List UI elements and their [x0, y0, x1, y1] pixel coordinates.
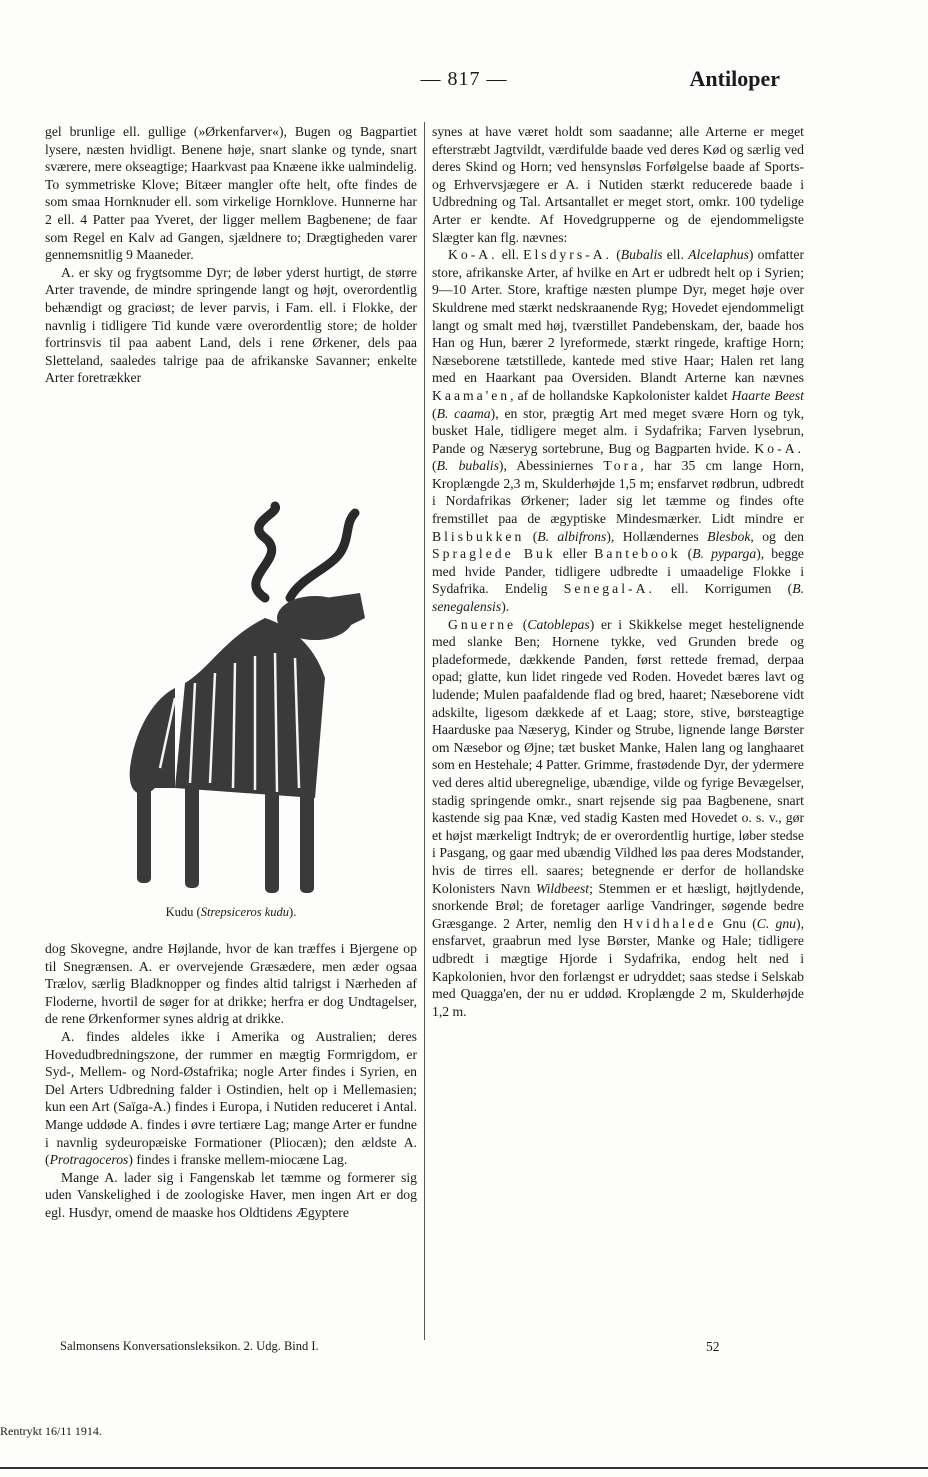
column-divider: [424, 122, 425, 1340]
paragraph: synes at have været holdt som saadanne; alle Arterne er meget efterstræbt Jagtvildt, værdifulde baade ved deres Kød og særlig ved deres Skind og Horn; ved hensynsløs Forfølgelse baade af Sports- og Erhvervsjægere er A. i Nutiden stærkt reducerede baade i Udbredning og Tal. Artsantallet er meget stort, omkr. 100 tydelige Arter er kendte. Af Hovedgrupperne og de ejendommeligste Slægter kan flg. nævnes:: [432, 124, 804, 245]
paragraph: A. findes aldeles ikke i Amerika og Australien; deres Hovedudbredningszone, der rummer en mægtig Formrigdom, er Syd-, Mellem- og Nord-Østafrika; nogle Arter findes i Syrien, en Del Arters Udbredning falder i Ostindien, helt op i Mellemasien; kun een Art (Saïga-A.) findes i Europa, i Nutiden reduceret i Antal. Mange uddøde A. findes i øvre tertiære Lag; mange Arter er fundne i navnlig sydeuropæiske Formationer (Pliocæn); den ældste A. (Protragoceros) findes i franske mellem-miocæne Lag.: [45, 1028, 417, 1168]
bottom-rule: [0, 1467, 928, 1469]
paragraph: gel brunlige ell. gullige (»Ørkenfarver«), Bugen og Bagpartiet lysere, næsten hvidligt. Benene høje, snart slanke og tynde, snart sværere, mere okseagtige; Haarkvast paa Knæene ikke ualmindelig. To symmetriske Klove; Bitæer mangler ofte helt, ofte findes de som smaa Hornknuder ell. som virkelige Hornklove. Hunnerne har 2 ell. 4 Patter paa Yveret, der ligger mellem Bagbenene; de faar som Regel en Kalv ad Gangen, sjældnere to; Drægtigheden varer gennemsnitlig 9 Maaneder.: [45, 124, 417, 263]
paragraph: Mange A. lader sig i Fangenskab let tæmme og formerer sig uden Vanskelighed i de zoologiske Haver, men ingen Art er dog egl. Husdyr, omend de maaske hos Oldtidens Ægyptere: [45, 1169, 417, 1220]
running-title: Antiloper: [689, 66, 780, 91]
kudu-illustration: [45, 498, 417, 938]
paragraph: A. er sky og frygtsomme Dyr; de løber yderst hurtigt, de større Arter travende, de mindre springende langt og højt, overordentlig behændigt og graciøst; de lever parvis, i Fam. ell. i Flokke, der navnlig i tidligere Tid kunde være overordentlig store; de holder fortrinsvis til paa aabent Land, dels i rene Ørkener, dels paa Sletteland, saaledes talrige paa de afrikanske Savanner; enkelte Arter foretrækker: [45, 264, 417, 386]
kudu-engraving-icon: [115, 498, 375, 898]
publication-footer: Salmonsens Konversationsleksikon. 2. Udg. Bind I.: [60, 1339, 319, 1353]
signature-number: 52: [706, 1339, 720, 1354]
paragraph-gnu: Gnuerne (Catoblepas) er i Skikkelse meget hestelignende med slanke Ben; Hornene tykke, ved Grunden brede og pladeformede, dækkende Panden, først rettede fremad, derpaa opad; glatte, kun lidet ringede ved Roden. Hovedet bæres lavt og ludende; Mulen paafaldende flad og bred, haaret; Næseborene vidt adskilte, ligesom dækkede af et Laag; store, stive, børsteagtige Haarduske paa Næseryg, Kinder og Strube, lignende lange Børster om Næsebor og Øjne; tæt busket Manke, Halen lang og langhaaret som en Hestehale; 4 Patter. Grimme, frastødende Dyr, der ydermere ved deres altid uberegnelige, ubændige, vilde og fyrige Bevægelser, stadig springende omkr., snart rejsende sig paa Bagbenene, snart kastende sig paa Knæ, ved stadig Kasten med Hovedet o. s. v., gør et højst mærkeligt Indtryk; de er overordentlig hurtige, løber stedse i Pasgang, og gaar med ubændig Vildhed løs paa deres Modstander, hvis de tirres ell. saares; betegnende er derfor de hollandske Kolonisters Navn Wildbeest; Stemmen er et hæsligt, højtlydende, snorkende Brøl; de foretager aarlige Vandringer, søgende bedre Græsgange. 2 Arter, nemlig den Hvidhalede Gnu (C. gnu), ensfarvet, graabrun med lyse Børster, Manke og Hale; tidligere udbredt i mægtige Hjorde i Sydafrika, endog helt ned i Kapkolonien, hvor den forlængst er udryddet; saas stedse i Selskab med Quagga'en, der nu er uddød. Kroplængde 2 m, Skulderhøjde 1,2 m.: [432, 616, 804, 1019]
left-column-top: [45, 123, 417, 387]
print-note: Rentrykt 16/11 1914.: [0, 1424, 102, 1438]
figure-caption: Kudu (Strepsiceros kudu).: [165, 905, 297, 919]
right-column: [432, 123, 804, 1020]
page-number: — 817 —: [420, 68, 508, 90]
left-column-bottom: [45, 940, 417, 1222]
paragraph: dog Skovegne, andre Højlande, hvor de kan træffes i Bjergene op til Snegrænsen. A. er overvejende Græsædere, men æder ogsaa Trælov, særlig Bladknopper og findes altid talrigst i Nærheden af Floderne, hvortil de søger for at drikke; herfra er dog Undtagelser, de rene Ørkenformer synes aldrig at drikke.: [45, 941, 417, 1027]
paragraph-bubalis: Ko-A. ell. Elsdyrs-A. (Bubalis ell. Alcelaphus) omfatter store, afrikanske Arter, af hvilke en Art er udbredt helt op i Syrien; 9—10 Arter. Store, kraftige næsten plumpe Dyr, meget høje over Skuldrene med stærkt nedskraanende Ryg; Hovedet ejendommeligt langt og smalt med høj, tværstillet Pandebenskam, der, baade hos Han og Hun, bærer 2 lyreformede, stærkt ringede, kraftige Horn; Næseborene tætstillede, kantede med stive Haar; Halen ret lang med en Haarkant paa Oversiden. Blandt Arterne kan nævnes Kaama'en, af de hollandske Kapkolonister kaldet Haarte Beest (B. caama), en stor, prægtig Art med meget svære Horn og tyk, busket Hale, tidligere meget alm. i Sydafrika; Farven lysebrun, Pande og Næseryg sortebrune, Bug og Bagparten hvide. Ko-A. (B. bubalis), Abessiniernes Tora, har 35 cm lange Horn, Kroplængde 2,3 m, Skulderhøjde 1,5 m; ensfarvet rødbrun, udbredt i Nordafrikas Ørkener; lader sig let tæmme og findes ofte fremstillet paa de ægyptiske Mindesmærker. Lidt mindre er Blisbukken (B. albifrons), Hollændernes Blesbok, og den Spraglede Buk eller Bantebook (B. pyparga), begge med hvide Pander, tidligere udbredte i umaadelige Flokke i Sydafrika. Endelig Senegal-A. ell. Korrigumen (B. senegalensis).: [432, 247, 805, 615]
